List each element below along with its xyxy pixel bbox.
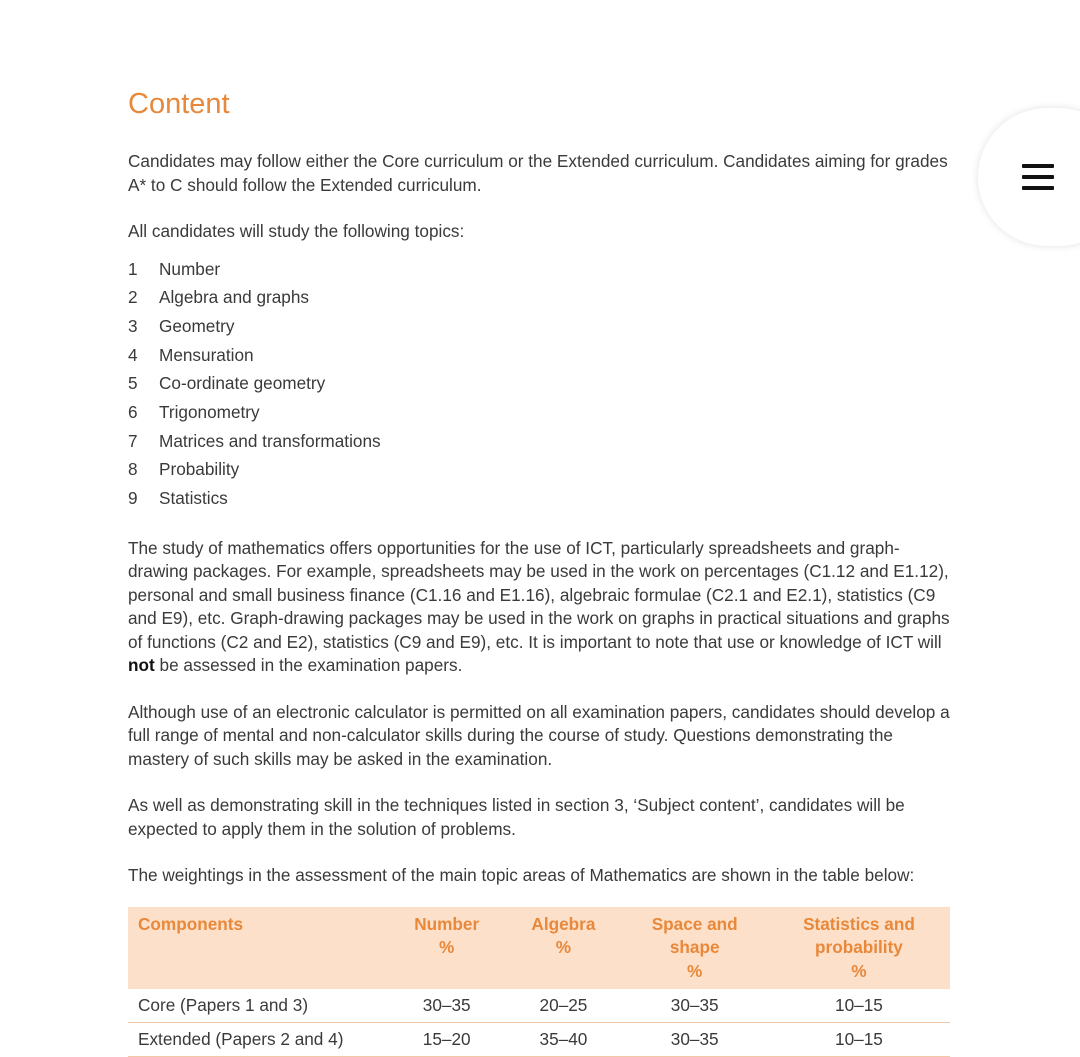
list-item <box>128 283 950 312</box>
list-number: 3 <box>128 315 138 336</box>
cell-number: 15–20 <box>388 1023 505 1057</box>
list-item <box>128 369 950 398</box>
list-item <box>128 398 950 427</box>
list-number: 1 <box>128 258 138 279</box>
list-label: Algebra and graphs <box>159 287 310 308</box>
list-label: Probability <box>159 459 240 480</box>
list-label: Number <box>159 258 221 279</box>
list-item <box>128 255 950 284</box>
header-number: Number % <box>414 913 480 958</box>
list-item <box>128 455 950 484</box>
list-item <box>128 484 950 513</box>
ict-text-after: be assessed in the examination papers. <box>154 655 463 676</box>
header-algebra: Algebra % <box>531 913 596 958</box>
cell-algebra: 20–25 <box>505 989 621 1023</box>
menu-button[interactable] <box>978 108 1080 246</box>
list-number: 9 <box>128 488 138 509</box>
weightings-paragraph: The weightings in the assessment of the main topic areas of Mathematics are shown in the table below: <box>128 865 915 886</box>
ict-paragraph <box>128 537 950 678</box>
list-item <box>128 427 950 456</box>
header-space-shape: Space and shape % <box>651 913 738 981</box>
page-title: Content <box>128 88 230 120</box>
ict-text-before: The study of mathematics offers opportunities for the use of ICT, particularly spreadsheets and graph-drawing packages. For example, spreadsheets may be used in the work on percentages (C1.12 and E1.12), personal and small business finance (C1.16 and E1.16), algebraic formulae (C2.1 and E2.1), statistics (C9 and E9), etc. Graph-drawing packages may be used in the work on graphs in practical situations and graphs of functions (C2 and E2), statistics (C9 and E9), etc. It is important to note that use or knowledge of ICT will <box>128 537 950 652</box>
cell-space-shape: 30–35 <box>621 1023 767 1057</box>
topics-intro: All candidates will study the following topics: <box>128 221 465 241</box>
header-components: Components <box>138 913 244 934</box>
list-label: Trigonometry <box>159 402 260 423</box>
calculator-paragraph: Although use of an electronic calculator is permitted on all examination papers, candidates should develop a full range of mental and non-calculator skills during the course of study. Questions demonstrating the mastery of such skills may be asked in the examination. <box>128 701 950 769</box>
table-row <box>128 989 950 1023</box>
intro-paragraph: Candidates may follow either the Core curriculum or the Extended curriculum. Candidates aiming for grades A* to C should follow the Extended curriculum. <box>128 151 948 195</box>
header-statistics-probability: Statistics and probability % <box>803 913 915 981</box>
cell-number: 30–35 <box>388 989 505 1023</box>
list-number: 8 <box>128 459 138 480</box>
cell-component: Core (Papers 1 and 3) <box>128 989 388 1023</box>
list-label: Statistics <box>159 488 228 509</box>
cell-statistics: 10–15 <box>768 989 950 1023</box>
document-page <box>128 84 950 1057</box>
cell-component: Extended (Papers 2 and 4) <box>128 1023 388 1057</box>
techniques-paragraph: As well as demonstrating skill in the techniques listed in section 3, ‘Subject content’, candidates will be expected to apply them in the solution of problems. <box>128 795 905 839</box>
list-number: 5 <box>128 373 138 394</box>
list-number: 2 <box>128 287 138 308</box>
list-item <box>128 312 950 341</box>
list-item <box>128 341 950 370</box>
hamburger-menu-icon[interactable] <box>1022 162 1054 192</box>
cell-statistics: 10–15 <box>768 1023 950 1057</box>
cell-algebra: 35–40 <box>505 1023 621 1057</box>
table-row <box>128 1023 950 1057</box>
list-number: 6 <box>128 402 138 423</box>
list-label: Mensuration <box>159 344 254 365</box>
list-label: Co-ordinate geometry <box>159 373 326 394</box>
ict-bold-word: not <box>128 655 155 676</box>
weightings-table <box>128 907 950 1057</box>
cell-space-shape: 30–35 <box>621 989 767 1023</box>
list-label: Matrices and transformations <box>159 430 381 451</box>
topics-list <box>128 255 950 513</box>
list-number: 7 <box>128 430 138 451</box>
table-header-row <box>128 907 950 990</box>
list-number: 4 <box>128 344 138 365</box>
list-label: Geometry <box>159 315 235 336</box>
